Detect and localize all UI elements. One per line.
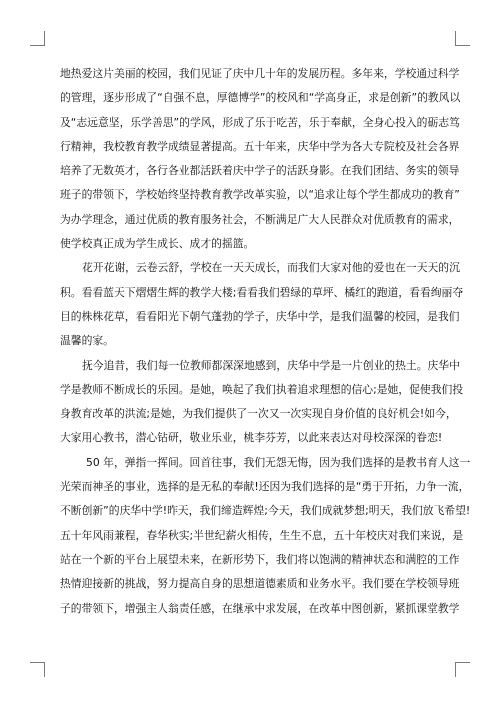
text-line: 地热爱这片美丽的校园，我们见证了庆中几十年的发展历程。多年来，学校通过科学 <box>60 67 460 80</box>
text-line: 抚今追昔，我们每一位教师都深深地感到，庆华中学是一片创业的热土。庆华中 <box>82 358 460 372</box>
text-line: 子的带领下，增强主人翁责任感，在继承中求发展，在改革中图创新，紧抓课堂教学 <box>60 601 460 615</box>
text-line: 五十年风雨兼程，春华秋实;半世纪薪火相传，生生不息，五十年校庆对我们来说，是 <box>60 528 464 542</box>
text-line: 热情迎接新的挑战，努力提高自身的思想道德素质和业务水平。我们要在学校领导班 <box>60 577 460 591</box>
text-line: 花开花谢，云卷云舒，学校在一天天成长，而我们大家对他的爱也在一天天的沉 <box>82 261 460 275</box>
text-line: 目的株株花草，看看阳光下朝气蓬勃的学子，庆华中学，是我们温馨的校园，是我们 <box>60 309 460 323</box>
crop-mark-bottom-left <box>30 662 45 677</box>
text-line: 温馨的家。 <box>60 334 114 348</box>
text-line: 站在一个新的平台上展望未来，在新形势下，我们将以饱满的精神状态和满腔的工作 <box>60 552 460 566</box>
text-line: 大家用心教书，潜心钻研，敬业乐业，桃李芬芳，以此来表达对母校深深的眷恋! <box>60 431 443 445</box>
text-line: 行精神，我校教育教学成绩显著提高。五十年来，庆华中学为各大专院校及社会各界 <box>60 139 460 153</box>
text-line: 班子的带领下，学校始终坚持教育教学改革实验，以“追求让每个学生都成功的教育” <box>60 188 460 202</box>
crop-mark-top-left <box>30 31 45 46</box>
text-line: 使学校真正成为学生成长、成才的摇篮。 <box>60 237 255 251</box>
paragraph-1 <box>60 62 461 256</box>
text-line: 为办学理念，通过优质的教育服务社会，不断满足广大人民群众对优质教育的需求， <box>60 212 460 226</box>
text-line: 身教育改革的洪流;是她，为我们提供了一次又一次实现自身价值的良好机会!如今， <box>60 407 457 421</box>
paragraph-4 <box>60 451 471 621</box>
text-line: 培养了无数英才，各行各业都活跃着庆中学子的活跃身影。在我们团结、务实的领导 <box>60 164 460 178</box>
text-line: 学是教师不断成长的乐园。是她，唤起了我们执着追求理想的信心;是她，促使我们投 <box>60 382 464 396</box>
text-line: 光荣而神圣的事业，选择的是无私的奉献!还因为我们选择的是“勇于开拓，力争一流， <box>60 480 470 494</box>
paragraph-3 <box>60 354 464 451</box>
document-body <box>60 62 471 621</box>
text-line: 及“志远意坚，乐学善思”的学风，形成了乐于吃苦，乐于奉献，全身心投入的砺志笃 <box>60 115 460 129</box>
text-line: 50 年，弹指一挥间。回首往事，我们无怨无悔，因为我们选择的是教书育人这一 <box>86 455 471 469</box>
text-line: 积。看看蓝天下熠熠生辉的教学大楼;看看我们碧绿的草坪、橘红的跑道，看看绚丽夺 <box>60 285 464 299</box>
text-line: 不断创新”的庆华中学!昨天，我们缔造辉煌;今天，我们成就梦想;明天，我们放飞希望! <box>60 504 471 518</box>
paragraph-2 <box>60 256 464 353</box>
crop-mark-bottom-right <box>455 662 470 677</box>
crop-mark-top-right <box>455 31 470 46</box>
text-line: 的管理，逐步形成了“自强不息，厚德博学”的校风和“学高身正，求是创新”的教风以 <box>60 91 461 105</box>
